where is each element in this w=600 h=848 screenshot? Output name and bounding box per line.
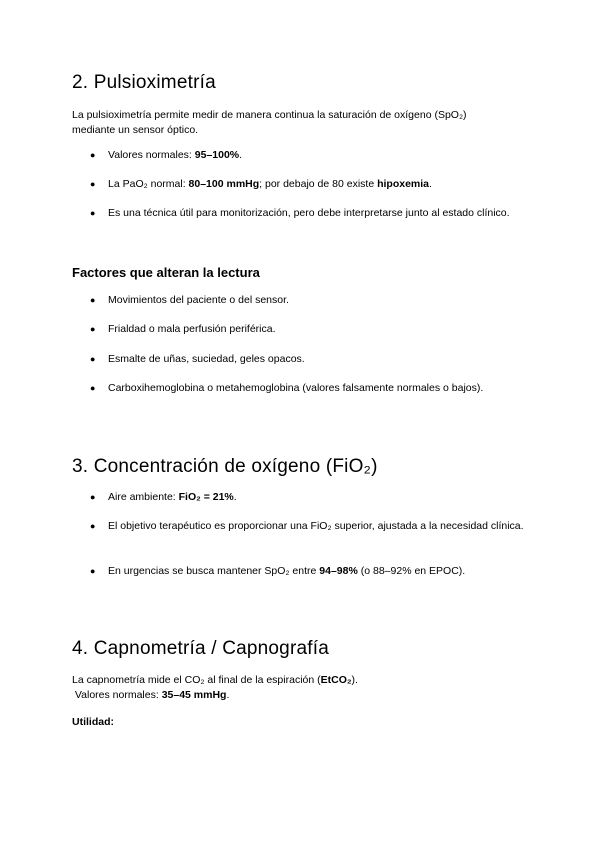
bullet-icon: ● [90,295,96,305]
bullet-icon: ● [90,492,96,502]
section-2-intro: La pulsioximetría permite medir de manera continua la saturación de oxígeno (SpO₂) mediante un sensor óptico. [72,109,467,136]
list-item: ● Es una técnica útil para monitorización, pero debe interpretarse junto al estado clínico. [90,207,510,219]
bullet-icon: ● [90,179,96,189]
utilidad-label: Utilidad: [72,716,114,728]
section-4-line2: Valores normales: 35–45 mmHg. [72,689,230,701]
section-4-line1: La capnometría mide el CO₂ al final de la espiración (EtCO₂). [72,674,358,686]
list-item: ● Valores normales: 95–100%. [90,149,243,161]
section-2-title: 2. Pulsioximetría [72,72,216,93]
bullet-icon: ● [90,521,96,531]
bullet-icon: ● [90,150,96,160]
list-item: ● Movimientos del paciente o del sensor. [90,294,289,306]
list-item: ● El objetivo terapéutico es proporcionar una FiO₂ superior, ajustada a la necesidad clínica. [90,520,524,532]
bullet-icon: ● [90,383,96,393]
list-item: ● En urgencias se busca mantener SpO₂ entre 94–98% (o 88–92% en EPOC). [90,565,466,577]
section-4-title: 4. Capnometría / Capnografía [72,638,329,659]
factors-title: Factores que alteran la lectura [72,265,260,280]
list-item: ● Esmalte de uñas, suciedad, geles opacos. [90,353,305,365]
list-item: ● La PaO₂ normal: 80–100 mmHg; por debajo de 80 existe hipoxemia. [90,178,432,190]
list-item: ● Frialdad o mala perfusión periférica. [90,323,276,335]
list-item: ● Aire ambiente: FiO₂ = 21%. [90,491,237,503]
section-3-title: 3. Concentración de oxígeno (FiO₂) [72,456,378,477]
bullet-icon: ● [90,354,96,364]
bullet-icon: ● [90,208,96,218]
list-item: ● Carboxihemoglobina o metahemoglobina (valores falsamente normales o bajos). [90,382,484,394]
bullet-icon: ● [90,566,96,576]
bullet-icon: ● [90,324,96,334]
